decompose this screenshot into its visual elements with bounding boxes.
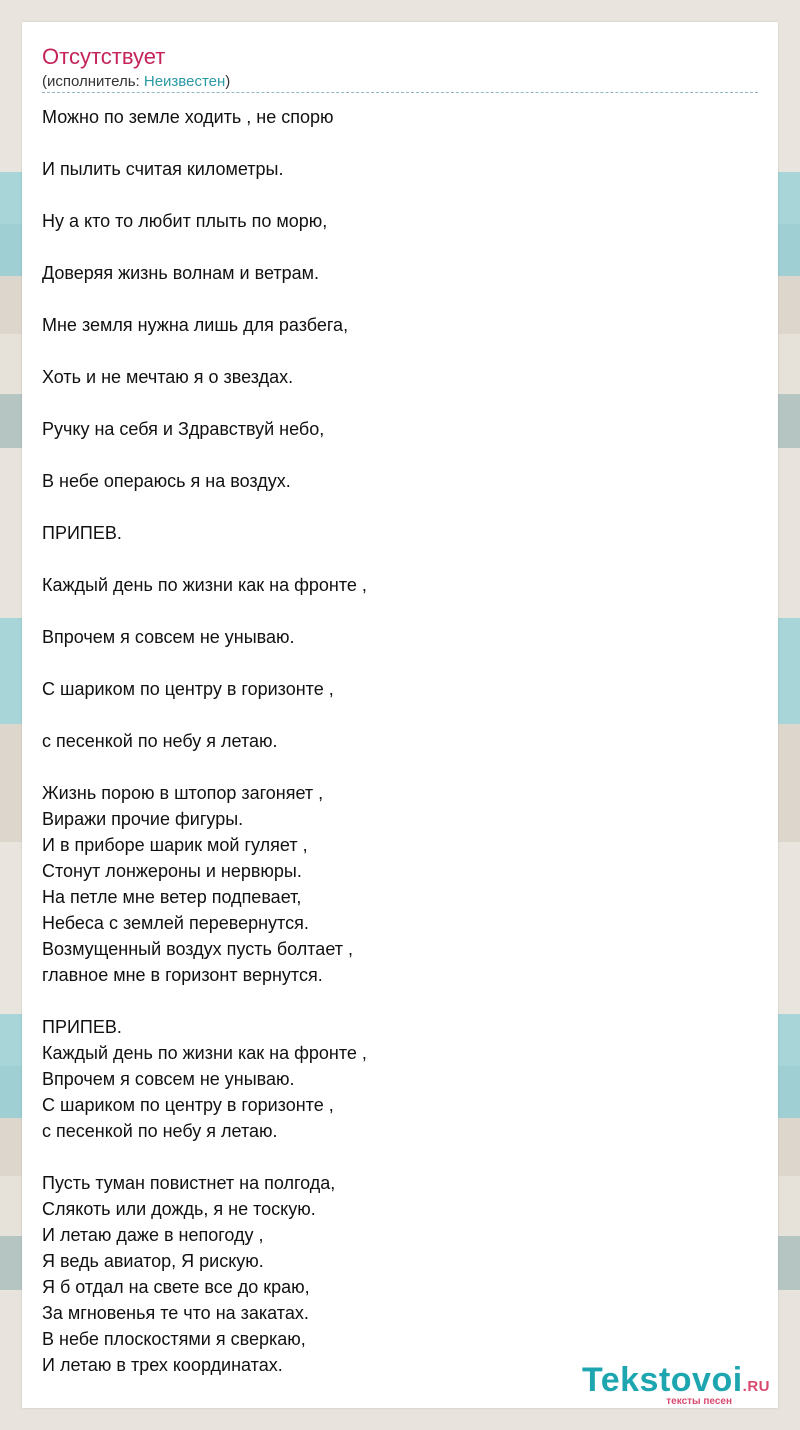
lyric-line: На петле мне ветер подпевает, [42,887,302,907]
lyric-line: За мгновенья те что на закатах. [42,1303,309,1323]
lyric-line: И пылить считая километры. [42,159,284,179]
lyric-line: С шариком по центру в горизонте , [42,1095,334,1115]
lyric-blank-line [42,754,742,780]
lyric-line: Слякоть или дождь, я не тоскую. [42,1199,316,1219]
lyric-line: И летаю в трех координатах. [42,1355,283,1375]
lyric-line: Ну а кто то любит плыть по морю, [42,211,328,231]
lyric-line: С шариком по центру в горизонте , [42,679,334,699]
lyric-line: Доверяя жизнь волнам и ветрам. [42,263,320,283]
lyric-line: Каждый день по жизни как на фронте , [42,575,367,595]
lyric-line: с песенкой по небу я летаю. [42,1121,278,1141]
lyric-line: Я ведь авиатор, Я рискую. [42,1251,264,1271]
artist-prefix: (исполнитель: [42,73,144,90]
lyric-line: Каждый день по жизни как на фронте , [42,1043,367,1063]
lyric-blank-line [42,390,742,416]
lyric-line: И в приборе шарик мой гуляет , [42,835,308,855]
lyric-blank-line [42,234,742,260]
lyric-line: Впрочем я совсем не унываю. [42,627,295,647]
lyric-blank-line [42,598,742,624]
lyric-blank-line [42,442,742,468]
lyric-blank-line [42,182,742,208]
lyric-line: Впрочем я совсем не унываю. [42,1069,295,1089]
lyric-line: Хоть и не мечтаю я о звездах. [42,367,294,387]
lyric-blank-line [42,546,742,572]
lyric-line: Ручку на себя и Здравствуй небо, [42,419,325,439]
lyric-blank-line [42,494,742,520]
lyric-blank-line [42,650,742,676]
lyric-line: с песенкой по небу я летаю. [42,731,278,751]
lyric-blank-line [42,130,742,156]
site-logo[interactable] [560,1362,770,1406]
lyric-line: Небеса с землей перевернутся. [42,913,309,933]
lyric-line: Возмущенный воздух пусть болтает , [42,939,353,959]
lyric-line: И летаю даже в непогоду , [42,1225,264,1245]
artist-link[interactable]: Неизвестен [143,73,226,90]
logo-tagline: тексты песен [666,1396,732,1407]
artist-suffix: ) [225,73,231,90]
lyric-line: ПРИПЕВ. [42,523,122,543]
lyric-blank-line [42,286,742,312]
lyric-line: Можно по земле ходить , не спорю [42,107,334,127]
lyric-line: Жизнь порою в штопор загоняет , [42,783,324,803]
lyrics-text [42,104,742,1378]
logo-suffix: .RU [742,1378,770,1395]
song-title: Отсутствует [42,44,166,69]
lyric-blank-line [42,988,742,1014]
lyric-line: Я б отдал на свете все до краю, [42,1277,310,1297]
header-divider [42,92,758,93]
lyrics-card [22,22,778,1408]
lyric-line: В небе операюсь я на воздух. [42,471,291,491]
lyric-line: Виражи прочие фигуры. [42,809,244,829]
lyric-line: Пусть туман повистнет на полгода, [42,1173,336,1193]
lyric-line: ПРИПЕВ. [42,1017,122,1037]
artist-line [42,73,230,91]
lyric-blank-line [42,702,742,728]
lyric-blank-line [42,338,742,364]
lyric-line: Мне земля нужна лишь для разбега, [42,315,349,335]
lyric-blank-line [42,1144,742,1170]
logo-main-text: Tekstovoi [581,1361,743,1399]
lyric-line: В небе плоскостями я сверкаю, [42,1329,306,1349]
lyric-line: Стонут лонжероны и нервюры. [42,861,302,881]
lyric-line: главное мне в горизонт вернутся. [42,965,323,985]
